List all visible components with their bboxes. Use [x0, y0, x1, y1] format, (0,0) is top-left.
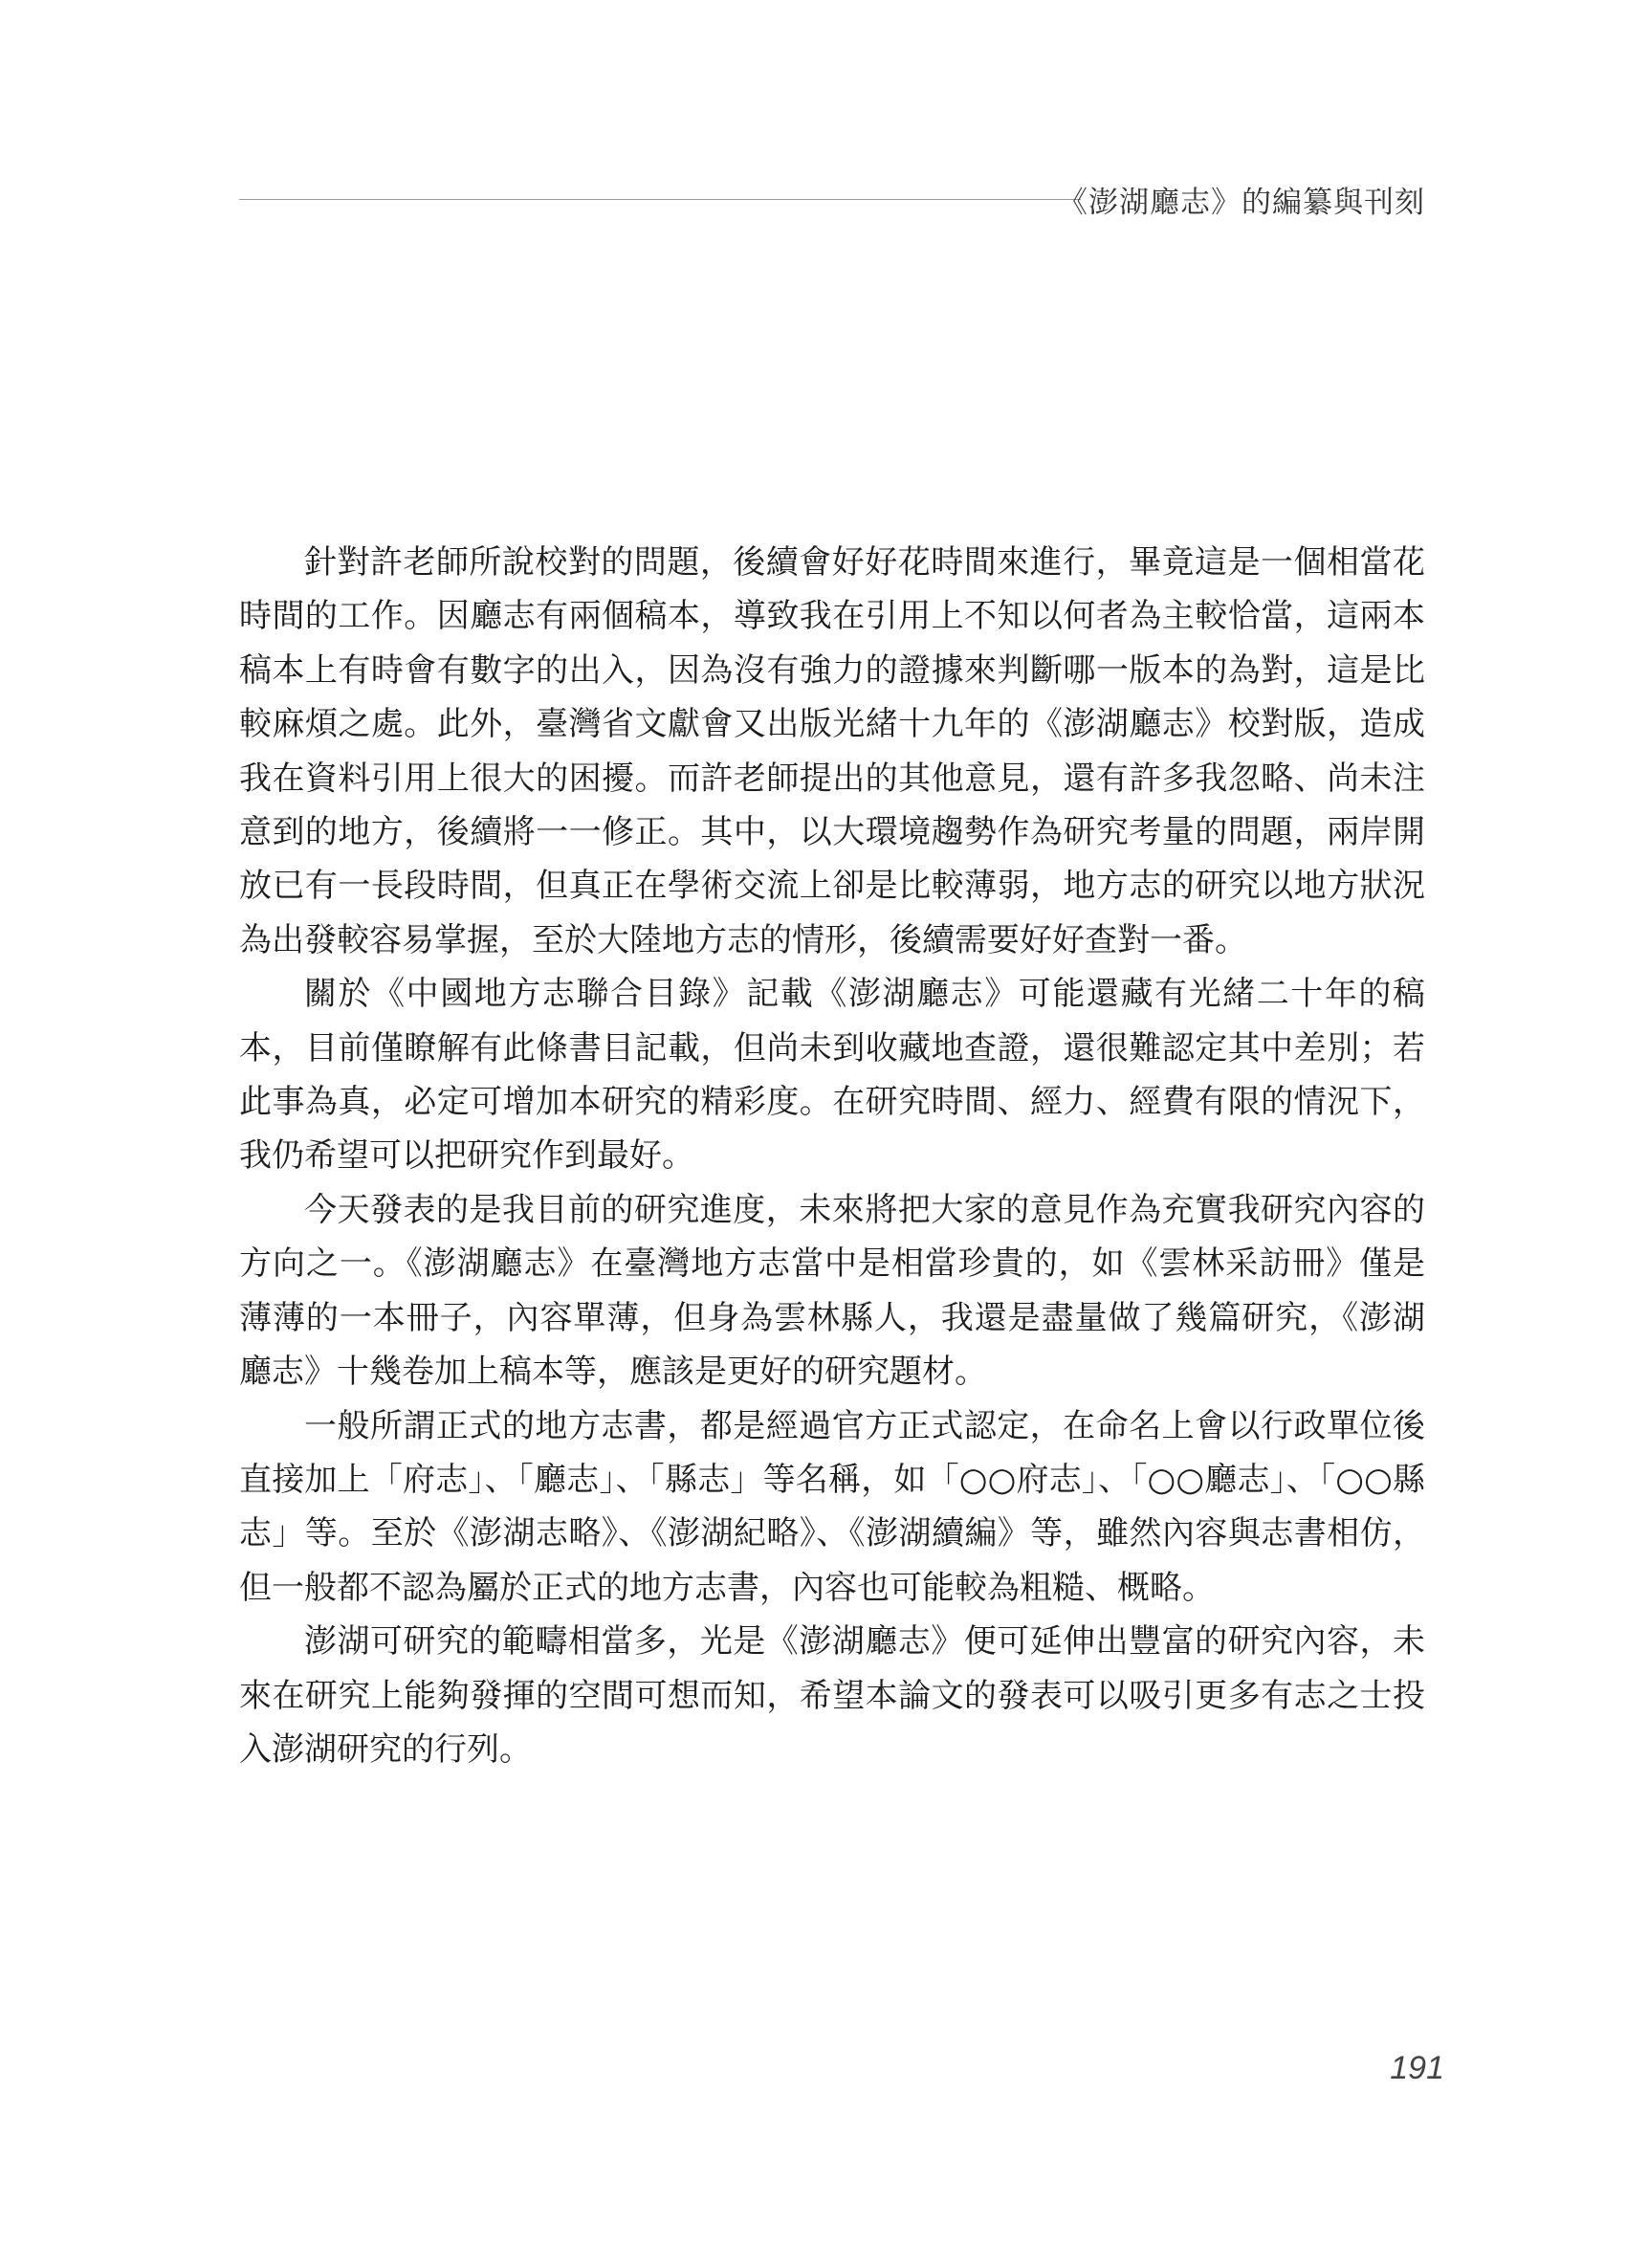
paragraph-2: 關於《中國地方志聯合目錄》記載《澎湖廳志》可能還藏有光緒二十年的稿本，目前僅瞭解有此條書目記載，但尚未到收藏地查證，還很難認定其中差別；若此事為真，必定可增加本研究的精彩度。在研究時間、經力、經費有限的情況下，我仍希望可以把研究作到最好。 — [239, 975, 1425, 1176]
header-rule — [239, 199, 1081, 200]
running-header — [239, 170, 1425, 220]
body-text — [239, 536, 1425, 1776]
paragraph-3: 今天發表的是我目前的研究進度，未來將把大家的意見作為充實我研究內容的方向之一。《澎湖廳志》在臺灣地方志當中是相當珍貴的，如《雲林采訪冊》僅是薄薄的一本冊子，內容單薄，但身為雲林縣人，我還是盡量做了幾篇研究，《澎湖廳志》十幾卷加上稿本等，應該是更好的研究題材。 — [239, 1190, 1425, 1392]
paragraph-1: 針對許老師所說校對的問題，後續會好好花時間來進行，畢竟這是一個相當花時間的工作。因廳志有兩個稿本，導致我在引用上不知以何者為主較恰當，這兩本稿本上有時會有數字的出入，因為沒有強力的證據來判斷哪一版本的為對，這是比較麻煩之處。此外，臺灣省文獻會又出版光緒十九年的《澎湖廳志》校對版，造成我在資料引用上很大的困擾。而許老師提出的其他意見，還有許多我忽略、尚未注意到的地方，後續將一一修正。其中，以大環境趨勢作為研究考量的問題，兩岸開放已有一長段時間，但真正在學術交流上卻是比較薄弱，地方志的研究以地方狀況為出發較容易掌握，至於大陸地方志的情形，後續需要好好查對一番。 — [239, 543, 1425, 959]
page-number: 191 — [1390, 2050, 1444, 2086]
paragraph-5: 澎湖可研究的範疇相當多，光是《澎湖廳志》便可延伸出豐富的研究內容，未來在研究上能夠發揮的空間可想而知，希望本論文的發表可以吸引更多有志之士投入澎湖研究的行列。 — [239, 1622, 1425, 1769]
paragraph-4: 一般所謂正式的地方志書，都是經過官方正式認定，在命名上會以行政單位後直接加上「府志」、「廳志」、「縣志」等名稱，如「○○府志」、「○○廳志」、「○○縣志」等。至於《澎湖志略》、《澎湖紀略》、《澎湖續編》等，雖然內容與志書相仿，但一般都不認為屬於正式的地方志書，內容也可能較為粗糙、概略。 — [239, 1406, 1425, 1607]
running-title: 《澎湖廳志》的編纂與刊刻 — [1058, 186, 1425, 220]
